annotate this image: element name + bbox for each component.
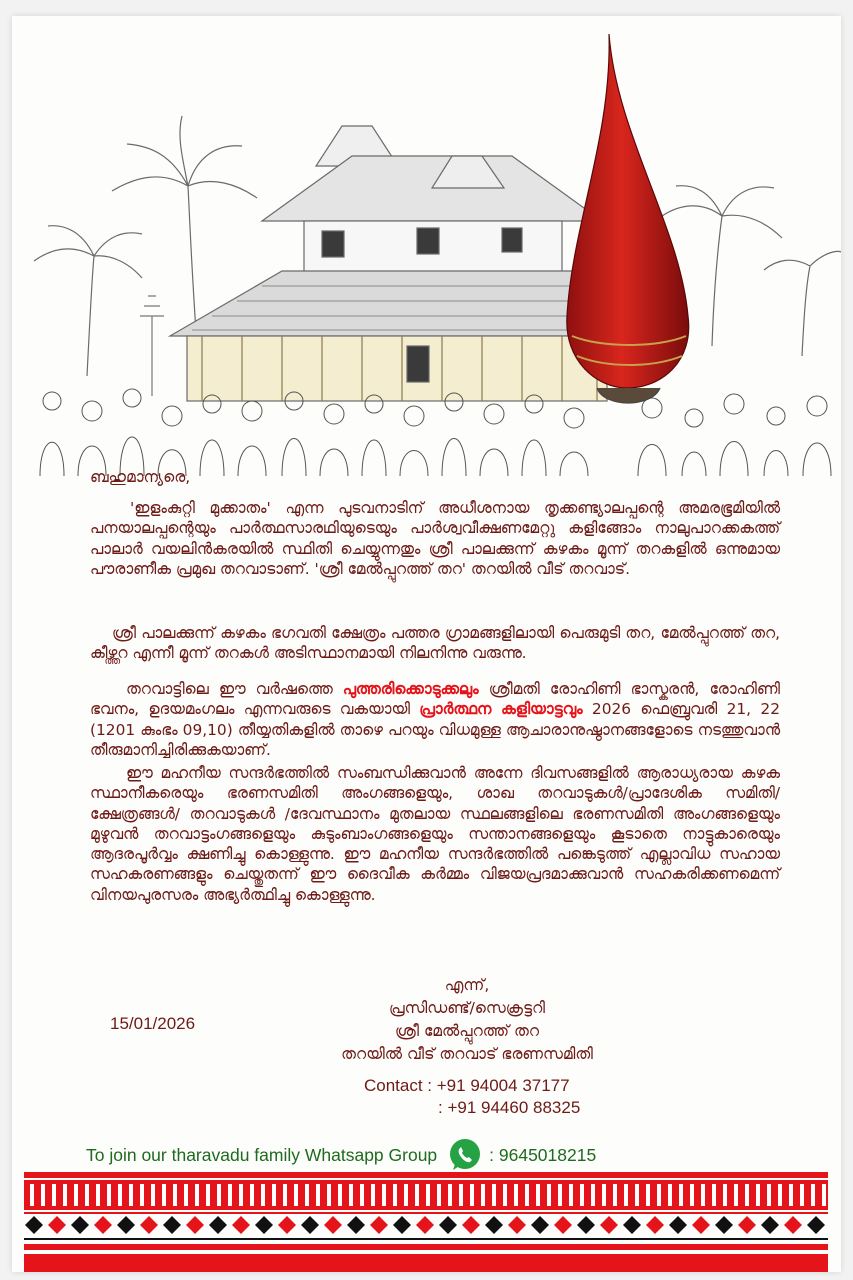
whatsapp-label: To join our tharavadu family Whatsapp Group [86,1144,438,1165]
decorative-border [24,1172,828,1272]
signature-line-4: തറയിൽ വീട് തറവാട് ഭരണസമിതി [341,1045,593,1063]
event-text-c: 2026 ഫെബ്രുവരി 21, 22 (1201 കുംഭം 09,10) തീയ്യതികളിൽ താഴെ പറയും വിധമുള്ള ആചാരാനുഷ്ഠാനങ്ങളോടെ നടത്തുവാൻ തീരുമാനിച്ചിരിക്കുകയാണ്. [90,700,780,759]
signature-line-2: പ്രസിഡണ്ട്/സെക്രട്ടറി [388,999,546,1017]
contact-block [364,1075,580,1119]
contact-phone-2: : +91 94460 88325 [438,1098,581,1117]
event-highlight-kaliyattam: പ്രാർത്ഥന കളിയാട്ടവും [419,700,583,719]
whatsapp-icon[interactable] [447,1137,483,1173]
letter-date: 15/01/2026 [110,1014,196,1033]
signature-block [332,974,602,1066]
contact-phone-1: Contact : +91 94004 37177 [364,1076,570,1095]
paragraph-event [90,679,780,760]
event-text-b: ശ്രീമതി രോഹിണി ഭാസ്കരൻ, രോഹിണി ഭവനം, ഉദയമംഗലം എന്നവരുടെ വകയായി [90,680,780,719]
event-text-a: തറവാട്ടിലെ ഈ വർഷത്തെ [126,680,343,698]
event-highlight-puthari: പുത്തരിക്കൊടുക്കലും [342,680,479,698]
signature-line-1: എന്ന്, [444,976,490,994]
temple-sketch-illustration [12,16,841,476]
whatsapp-row [86,1138,596,1172]
invitation-card [12,16,841,1272]
salutation: ബഹുമാന്യരെ, [90,468,191,486]
signature-line-3: ശ്രീ മേൽപ്പുറത്ത് തറ [394,1022,540,1040]
paragraph-temple: ശ്രീ പാലക്കുന്ന് കഴകം ഭഗവതി ക്ഷേത്രം പത്തര ഗ്രാമങ്ങളിലായി പെരുമുടി തറ, മേൽപ്പുറത്ത് തറ, കീഴ്ത്തറ എന്നീ മൂന്ന് തറകൾ അടിസ്ഥാനമായി നിലനിന്നു വരുന്നു. [90,624,780,663]
paragraph-intro: 'ഇളംകുറ്റി മുക്കാതം' എന്ന പുടവനാടിന് അധീശനായ തൃക്കണ്ട്യാലപ്പന്റെ അമരഭൂമിയിൽ പനയാലപ്പന്റെയും പാർത്ഥസാരഥിയുടെയും പാർശ്വവീക്ഷണമേറ്റു കളിങ്ങോം നാലുപാറക്കകത്ത് പാലാർ വയലിൻകരയിൽ സ്ഥിതി ചെയ്യുന്നതും ശ്രീ പാലക്കുന്ന് കഴകം മൂന്ന് തറകളിൽ ഒന്നുമായ പൗരാണീക പ്രമുഖ തറവാടാണ്. 'ശ്രീ മേൽപ്പുറത്ത് തറ' തറയിൽ വീട് തറവാട്. [90,499,780,578]
paragraph-invitation: ഈ മഹനീയ സന്ദർഭത്തിൽ സംബന്ധിക്കുവാൻ അന്നേ ദിവസങ്ങളിൽ ആരാധ്യരായ കഴക സ്ഥാനീകരെയും ഭരണസമിതി അംഗങ്ങളെയും, ശാഖ തറവാടുകൾ/പ്രാദേശിക സമിതി/ ക്ഷേത്രങ്ങൾ/ തറവാടുകൾ /ദേവസ്ഥാനം മുതലായ സ്ഥലങ്ങളിലെ ഭരണസമിതി അംഗങ്ങളെയും മുഴുവൻ തറവാട്ടംഗങ്ങളെയും കുടുംബാംഗങ്ങളെയും സന്താനങ്ങളെയും കൂടാതെ നാട്ടുകാരെയും ആദരപൂർവ്വം ക്ഷണിച്ചു കൊള്ളുന്നു. ഈ മഹനീയ സന്ദർഭത്തിൽ പങ്കെടുത്ത് എല്ലാവിധ സഹായ സഹകരണങ്ങളും ചെയ്തുതന്ന് ഈ ദൈവീക കർമ്മം വിജയപ്രദമാക്കുവാൻ സഹകരിക്കണമെന്ന് വിനയപുരസരം അഭ്യർത്ഥിച്ചു കൊള്ളുന്നു. [90,764,780,904]
whatsapp-number: : 9645018215 [489,1144,597,1165]
